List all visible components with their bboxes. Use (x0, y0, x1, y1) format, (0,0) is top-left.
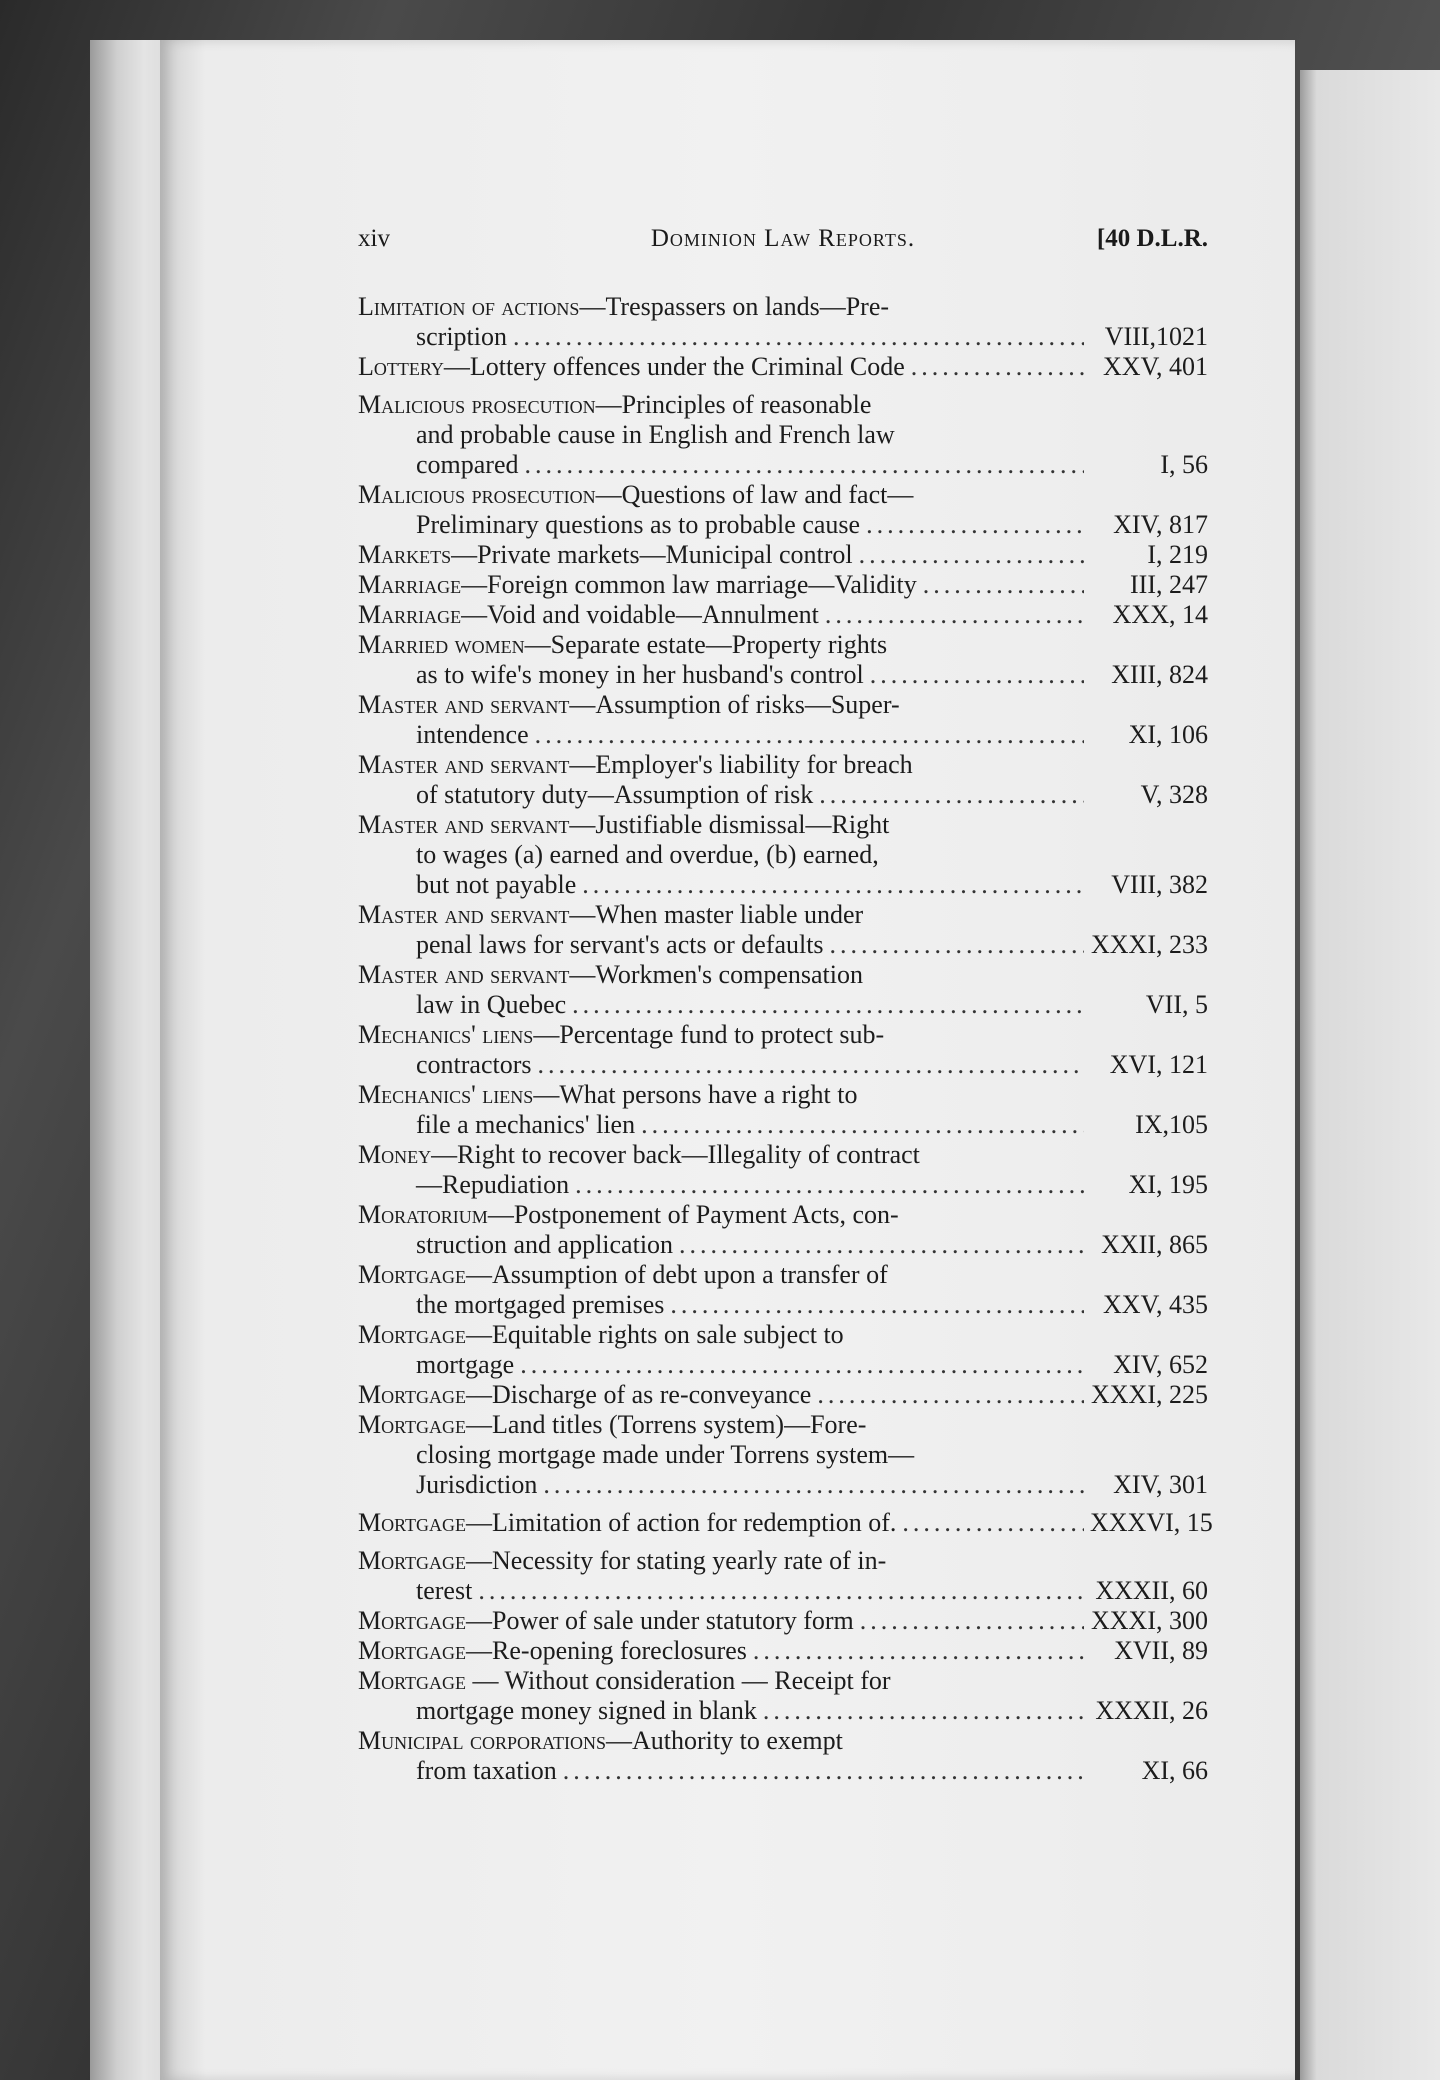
entry-text: —Percentage fund to protect sub- (533, 1020, 885, 1049)
volume-page-reference: VIII, 382 (1111, 870, 1208, 899)
entry-text: —Postponement of Payment Acts, con- (487, 1200, 899, 1229)
entry-heading: Master and servant (358, 690, 570, 719)
volume-page-reference: XXXVI, 15 (1090, 1508, 1213, 1537)
entry-heading: Mortgage (358, 1380, 467, 1409)
entry-text: but not payable (416, 870, 577, 899)
volume-page-reference: XXII, 865 (1101, 1230, 1208, 1259)
entry-text: —Private markets—Municipal control (451, 540, 853, 569)
entry-text: terest (416, 1576, 473, 1605)
index-entry (358, 570, 1208, 600)
index-entry (358, 1260, 1208, 1320)
volume-page-reference: XXXII, 26 (1095, 1696, 1208, 1725)
entry-heading: Married women (358, 630, 525, 659)
index-entry (358, 810, 1208, 900)
entry-text: the mortgaged premises (416, 1290, 665, 1319)
index-entry (358, 1546, 1208, 1606)
leader-dots (670, 1290, 1084, 1320)
entry-text: —Equitable rights on sale subject to (466, 1320, 844, 1349)
index-list (358, 292, 1213, 1786)
entry-text: intendence (416, 720, 529, 749)
volume-page-reference: XIV, 652 (1113, 1350, 1208, 1379)
leader-dots (679, 1230, 1084, 1260)
index-entry (358, 750, 1208, 810)
entry-heading: Master and servant (358, 810, 570, 839)
index-entry (358, 352, 1208, 382)
leader-dots (535, 720, 1084, 750)
leader-dots (819, 780, 1084, 810)
entry-text: as to wife's money in her husband's control (416, 660, 864, 689)
index-entry (358, 600, 1208, 630)
volume-page-reference: XXXI, 233 (1091, 930, 1208, 959)
leader-dots (859, 540, 1084, 570)
page-number: xiv (358, 225, 390, 252)
entry-heading: Marriage (358, 570, 462, 599)
entry-text: mortgage (416, 1350, 515, 1379)
leader-dots (478, 1576, 1084, 1606)
index-entry (358, 1020, 1208, 1080)
index-entry (358, 390, 1208, 480)
entry-heading: Mortgage (358, 1636, 467, 1665)
leader-dots (572, 990, 1084, 1020)
entry-text: scription (416, 322, 507, 351)
entry-text: —Questions of law and fact— (595, 480, 914, 509)
volume-page-reference: VIII,1021 (1104, 322, 1208, 351)
volume-page-reference: XI, 66 (1141, 1756, 1208, 1785)
entry-text: —Foreign common law marriage—Validity (461, 570, 917, 599)
entry-text: —Void and voidable—Annulment (461, 600, 819, 629)
page-header (358, 225, 1208, 265)
entry-text: —Necessity for stating yearly rate of in- (466, 1546, 887, 1575)
index-entry (358, 1320, 1208, 1380)
leader-dots (860, 1606, 1084, 1636)
entry-text: —Re-opening foreclosures (466, 1636, 747, 1665)
volume-page-reference: XXXI, 300 (1091, 1606, 1208, 1635)
entry-heading: Limitation of actions (358, 292, 580, 321)
index-entry (358, 1726, 1208, 1786)
entry-text: to wages (a) earned and overdue, (b) earned, (416, 840, 879, 869)
index-entry (358, 1410, 1208, 1500)
index-entry (358, 480, 1208, 540)
entry-text: —Authority to exempt (606, 1726, 843, 1755)
index-entry (358, 1508, 1213, 1538)
leader-dots (866, 510, 1084, 540)
entry-text: struction and application (416, 1230, 674, 1259)
leader-dots (830, 930, 1084, 960)
entry-heading: Mortgage (358, 1410, 467, 1439)
entry-text: —Justifiable dismissal—Right (569, 810, 890, 839)
leader-dots (582, 870, 1084, 900)
index-entry (358, 1636, 1208, 1666)
volume-page-reference: III, 247 (1130, 570, 1208, 599)
entry-heading: Municipal corporations (358, 1726, 606, 1755)
leader-dots (817, 1380, 1084, 1410)
entry-text: —Right to recover back—Illegality of contract (431, 1140, 920, 1169)
leader-dots (902, 1508, 1084, 1538)
entry-heading: Master and servant (358, 750, 570, 779)
entry-text: and probable cause in English and French law (416, 420, 895, 449)
volume-page-reference: I, 56 (1160, 450, 1208, 479)
entry-heading: Master and servant (358, 900, 570, 929)
entry-text: compared (416, 450, 519, 479)
volume-page-reference: XXXI, 225 (1091, 1380, 1208, 1409)
running-title: Dominion Law Reports. (650, 225, 916, 252)
index-entry (358, 1380, 1208, 1410)
volume-label: [40 D.L.R. (1096, 225, 1208, 252)
entry-text: —Employer's liability for breach (569, 750, 913, 779)
entry-text: contractors (416, 1050, 532, 1079)
index-entry (358, 540, 1208, 570)
volume-page-reference: V, 328 (1140, 780, 1208, 809)
index-entry (358, 900, 1208, 960)
entry-text: —Workmen's compensation (569, 960, 863, 989)
volume-page-reference: XXX, 14 (1112, 600, 1208, 629)
entry-text: Jurisdiction (416, 1470, 538, 1499)
leader-dots (525, 450, 1084, 480)
entry-heading: Mortgage (358, 1666, 467, 1695)
volume-page-reference: XVI, 121 (1109, 1050, 1208, 1079)
index-entry (358, 1140, 1208, 1200)
entry-heading: Master and servant (358, 960, 570, 989)
entry-text: law in Quebec (416, 990, 567, 1019)
volume-page-reference: XIII, 824 (1111, 660, 1208, 689)
entry-text: —Assumption of debt upon a transfer of (466, 1260, 888, 1289)
entry-text: —Lottery offences under the Criminal Code (443, 352, 905, 381)
entry-heading: Mortgage (358, 1606, 467, 1635)
entry-heading: Markets (358, 540, 452, 569)
facing-page-edge (1300, 70, 1440, 2080)
volume-page-reference: XVII, 89 (1114, 1636, 1208, 1665)
entry-text: closing mortgage made under Torrens system— (416, 1440, 915, 1469)
entry-heading: Mortgage (358, 1260, 467, 1289)
volume-page-reference: I, 219 (1147, 540, 1208, 569)
entry-text: —Land titles (Torrens system)—Fore- (466, 1410, 867, 1439)
leader-dots (513, 322, 1084, 352)
leader-dots (763, 1696, 1084, 1726)
leader-dots (825, 600, 1084, 630)
index-entry (358, 960, 1208, 1020)
entry-heading: Mechanics' liens (358, 1080, 534, 1109)
volume-page-reference: XXV, 401 (1103, 352, 1208, 381)
entry-text: —Repudiation (416, 1170, 570, 1199)
entry-text: —Principles of reasonable (595, 390, 872, 419)
index-entry (358, 1080, 1208, 1140)
volume-page-reference: XI, 195 (1128, 1170, 1208, 1199)
volume-page-reference: XIV, 817 (1113, 510, 1208, 539)
entry-heading: Mortgage (358, 1320, 467, 1349)
entry-heading: Mortgage (358, 1546, 467, 1575)
volume-page-reference: XXXII, 60 (1095, 1576, 1208, 1605)
leader-dots (563, 1756, 1084, 1786)
entry-text: —Discharge of as re-conveyance (466, 1380, 812, 1409)
index-entry (358, 1606, 1208, 1636)
leader-dots (538, 1050, 1084, 1080)
leader-dots (543, 1470, 1084, 1500)
leader-dots (911, 352, 1084, 382)
entry-heading: Marriage (358, 600, 462, 629)
index-entry (358, 292, 1208, 352)
index-entry (358, 690, 1208, 750)
entry-heading: Lottery (358, 352, 444, 381)
volume-page-reference: XIV, 301 (1113, 1470, 1208, 1499)
leader-dots (641, 1110, 1084, 1140)
index-entry (358, 630, 1208, 690)
entry-heading: Money (358, 1140, 432, 1169)
volume-page-reference: XI, 106 (1128, 720, 1208, 749)
leader-dots (923, 570, 1084, 600)
volume-page-reference: XXV, 435 (1103, 1290, 1208, 1319)
entry-text: —Trespassers on lands—Pre- (579, 292, 890, 321)
entry-heading: Moratorium (358, 1200, 488, 1229)
index-entry (358, 1666, 1208, 1726)
entry-text: —Limitation of action for redemption of. (466, 1508, 897, 1537)
volume-page-reference: VII, 5 (1145, 990, 1208, 1019)
entry-text: file a mechanics' lien (416, 1110, 636, 1139)
index-entry (358, 1200, 1208, 1260)
leader-dots (870, 660, 1084, 690)
entry-text: —Assumption of risks—Super- (569, 690, 900, 719)
entry-text: Preliminary questions as to probable cause (416, 510, 861, 539)
entry-heading: Mortgage (358, 1508, 467, 1537)
entry-heading: Malicious prosecution (358, 480, 596, 509)
entry-heading: Mechanics' liens (358, 1020, 534, 1049)
entry-text: from taxation (416, 1756, 557, 1785)
leader-dots (753, 1636, 1084, 1666)
volume-page-reference: IX,105 (1135, 1110, 1208, 1139)
entry-heading: Malicious prosecution (358, 390, 596, 419)
entry-text: mortgage money signed in blank (416, 1696, 757, 1725)
leader-dots (575, 1170, 1084, 1200)
entry-text: — Without consideration — Receipt for (466, 1666, 891, 1695)
entry-text: —Separate estate—Property rights (524, 630, 888, 659)
entry-text: of statutory duty—Assumption of risk (416, 780, 814, 809)
entry-text: —What persons have a right to (533, 1080, 858, 1109)
entry-text: penal laws for servant's acts or defaults (416, 930, 824, 959)
entry-text: —Power of sale under statutory form (466, 1606, 854, 1635)
leader-dots (520, 1350, 1084, 1380)
entry-text: —When master liable under (569, 900, 864, 929)
